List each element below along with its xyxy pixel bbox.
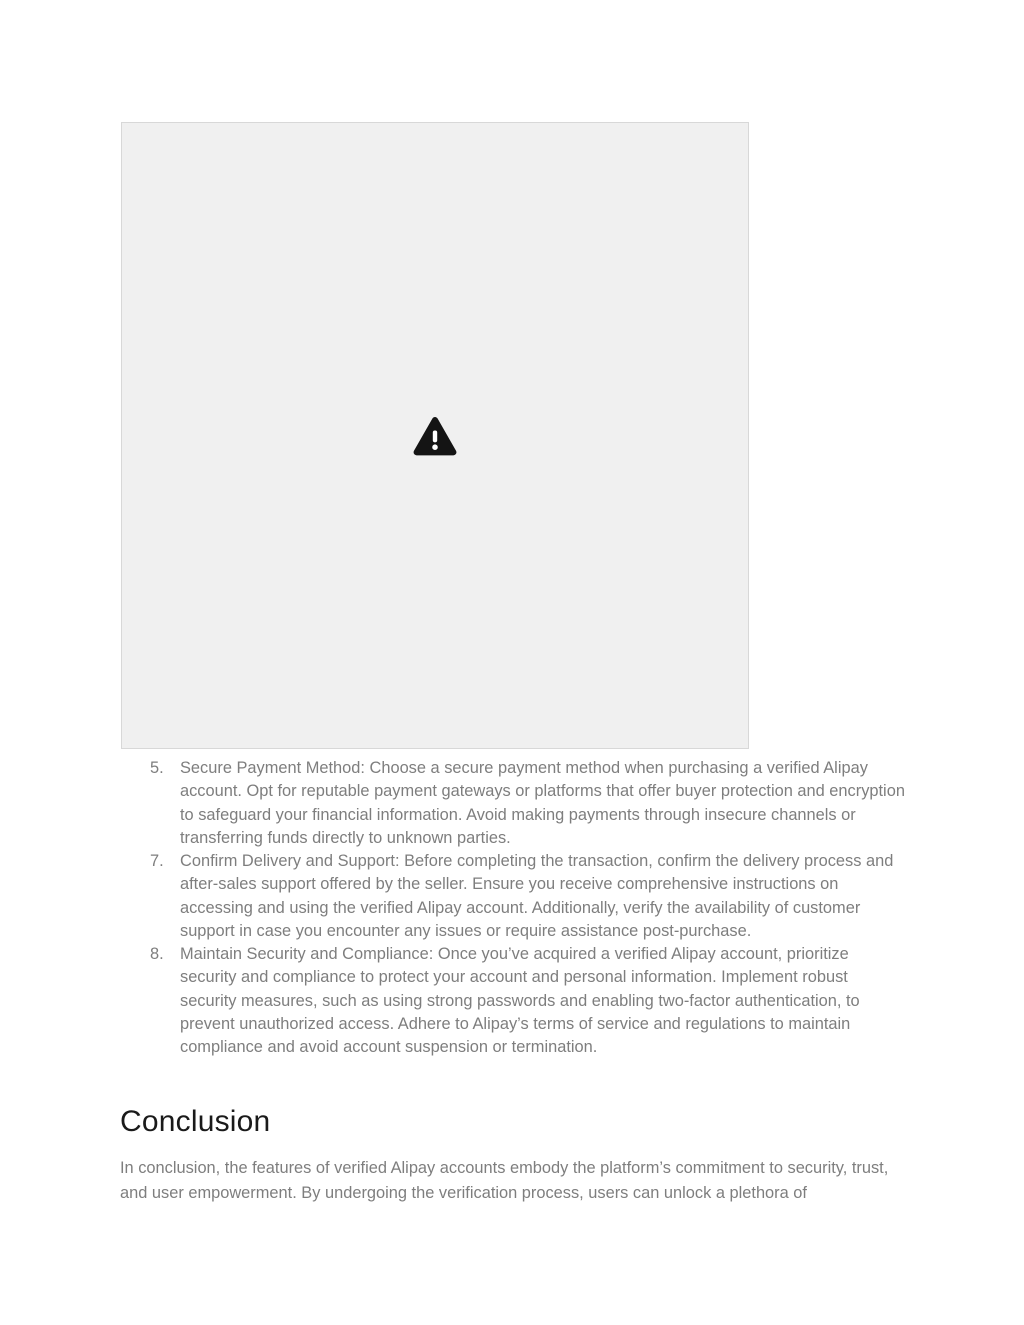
list-item — [120, 943, 908, 1059]
list-item — [120, 757, 908, 850]
list-item — [120, 850, 908, 943]
warning-triangle-icon — [412, 414, 458, 458]
list-item-number: 8. — [150, 945, 164, 963]
list-item-text: Maintain Security and Compliance: Once you’ve acquired a verified Alipay account, prioritize security and compliance to protect your account and personal information. Implement robust security measures, such as using strong passwords and enabling two-factor authentication, to prevent unauthorized access. Adhere to Alipay’s terms of service and regulations to maintain compliance and avoid account suspension or termination. — [180, 945, 860, 1056]
conclusion-paragraph: In conclusion, the features of verified Alipay accounts embody the platform’s commitment to security, trust, and user empowerment. By undergoing the verification process, users can unlock a plethora of — [120, 1159, 889, 1202]
list-item-text: Confirm Delivery and Support: Before completing the transaction, confirm the delivery process and after-sales support offered by the seller. Ensure you receive comprehensive instructions on accessing and using the verified Alipay account. Additionally, verify the availability of customer support in case you encounter any issues or require assistance post-purchase. — [180, 852, 894, 940]
list-item-number: 5. — [150, 759, 164, 777]
conclusion-heading: Conclusion — [120, 1105, 271, 1138]
list-item-number: 7. — [150, 852, 164, 870]
list-item-text: Secure Payment Method: Choose a secure payment method when purchasing a verified Alipay account. Opt for reputable payment gateways or platforms that offer buyer protection and encryption to safeguard your financial information. Avoid making payments through insecure channels or transferring funds directly to unknown parties. — [180, 759, 905, 847]
numbered-list — [120, 757, 908, 1059]
broken-image-placeholder — [121, 122, 749, 749]
